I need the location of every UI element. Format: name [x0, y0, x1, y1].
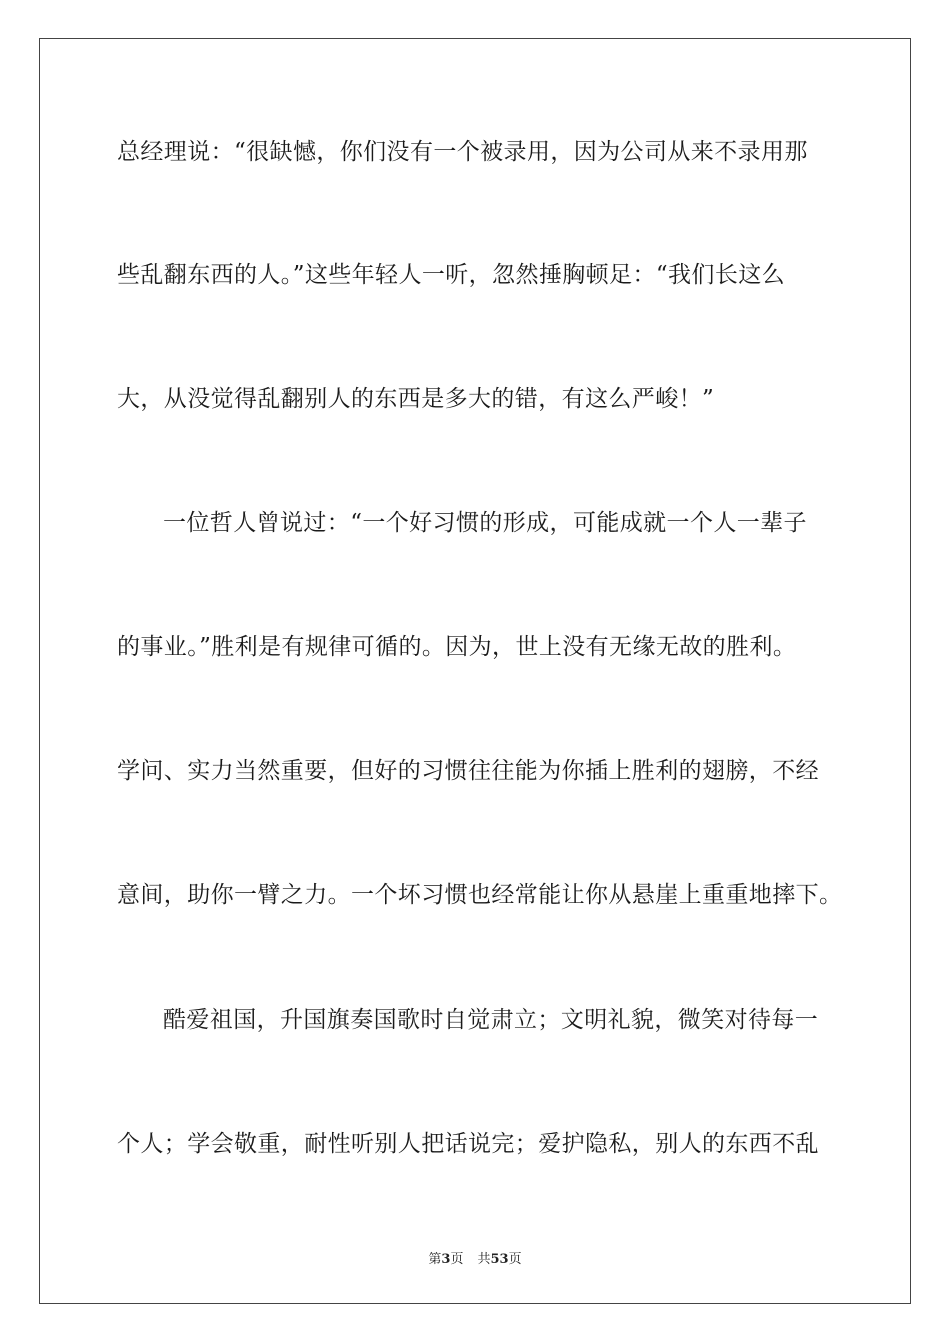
- paragraph-line-4: 一位哲人曾说过：“一个好习惯的形成，可能成就一个人一辈子: [163, 510, 807, 536]
- page-border: [39, 38, 911, 1304]
- paragraph-line-1: 总经理说：“很缺憾，你们没有一个被录用，因为公司从来不录用那: [117, 139, 808, 165]
- page-footer: [0, 1248, 950, 1267]
- paragraph-line-5: 的事业。”胜利是有规律可循的。因为，世上没有无缘无故的胜利。: [117, 634, 797, 660]
- total-prefix: 共: [477, 1252, 491, 1267]
- paragraph-line-2: 些乱翻东西的人。”这些年轻人一听，忽然捶胸顿足：“我们长这么: [117, 262, 786, 288]
- total-suffix: 页: [508, 1252, 522, 1267]
- page-number: 3: [441, 1252, 451, 1267]
- page-suffix: 页: [450, 1252, 464, 1267]
- paragraph-line-8: 酷爱祖国，升国旗奏国歌时自觉肃立；文明礼貌，微笑对待每一: [163, 1007, 819, 1033]
- page-prefix: 第: [428, 1252, 442, 1267]
- paragraph-line-7: 意间，助你一臂之力。一个坏习惯也经常能让你从悬崖上重重地摔下。: [117, 882, 843, 908]
- paragraph-line-9: 个人；学会敬重，耐性听别人把话说完；爱护隐私，别人的东西不乱: [117, 1131, 819, 1157]
- paragraph-line-6: 学问、实力当然重要，但好的习惯往往能为你插上胜利的翅膀，不经: [117, 758, 819, 784]
- total-pages: 53: [490, 1252, 509, 1267]
- paragraph-line-3: 大，从没觉得乱翻别人的东西是多大的错，有这么严峻！”: [117, 386, 715, 412]
